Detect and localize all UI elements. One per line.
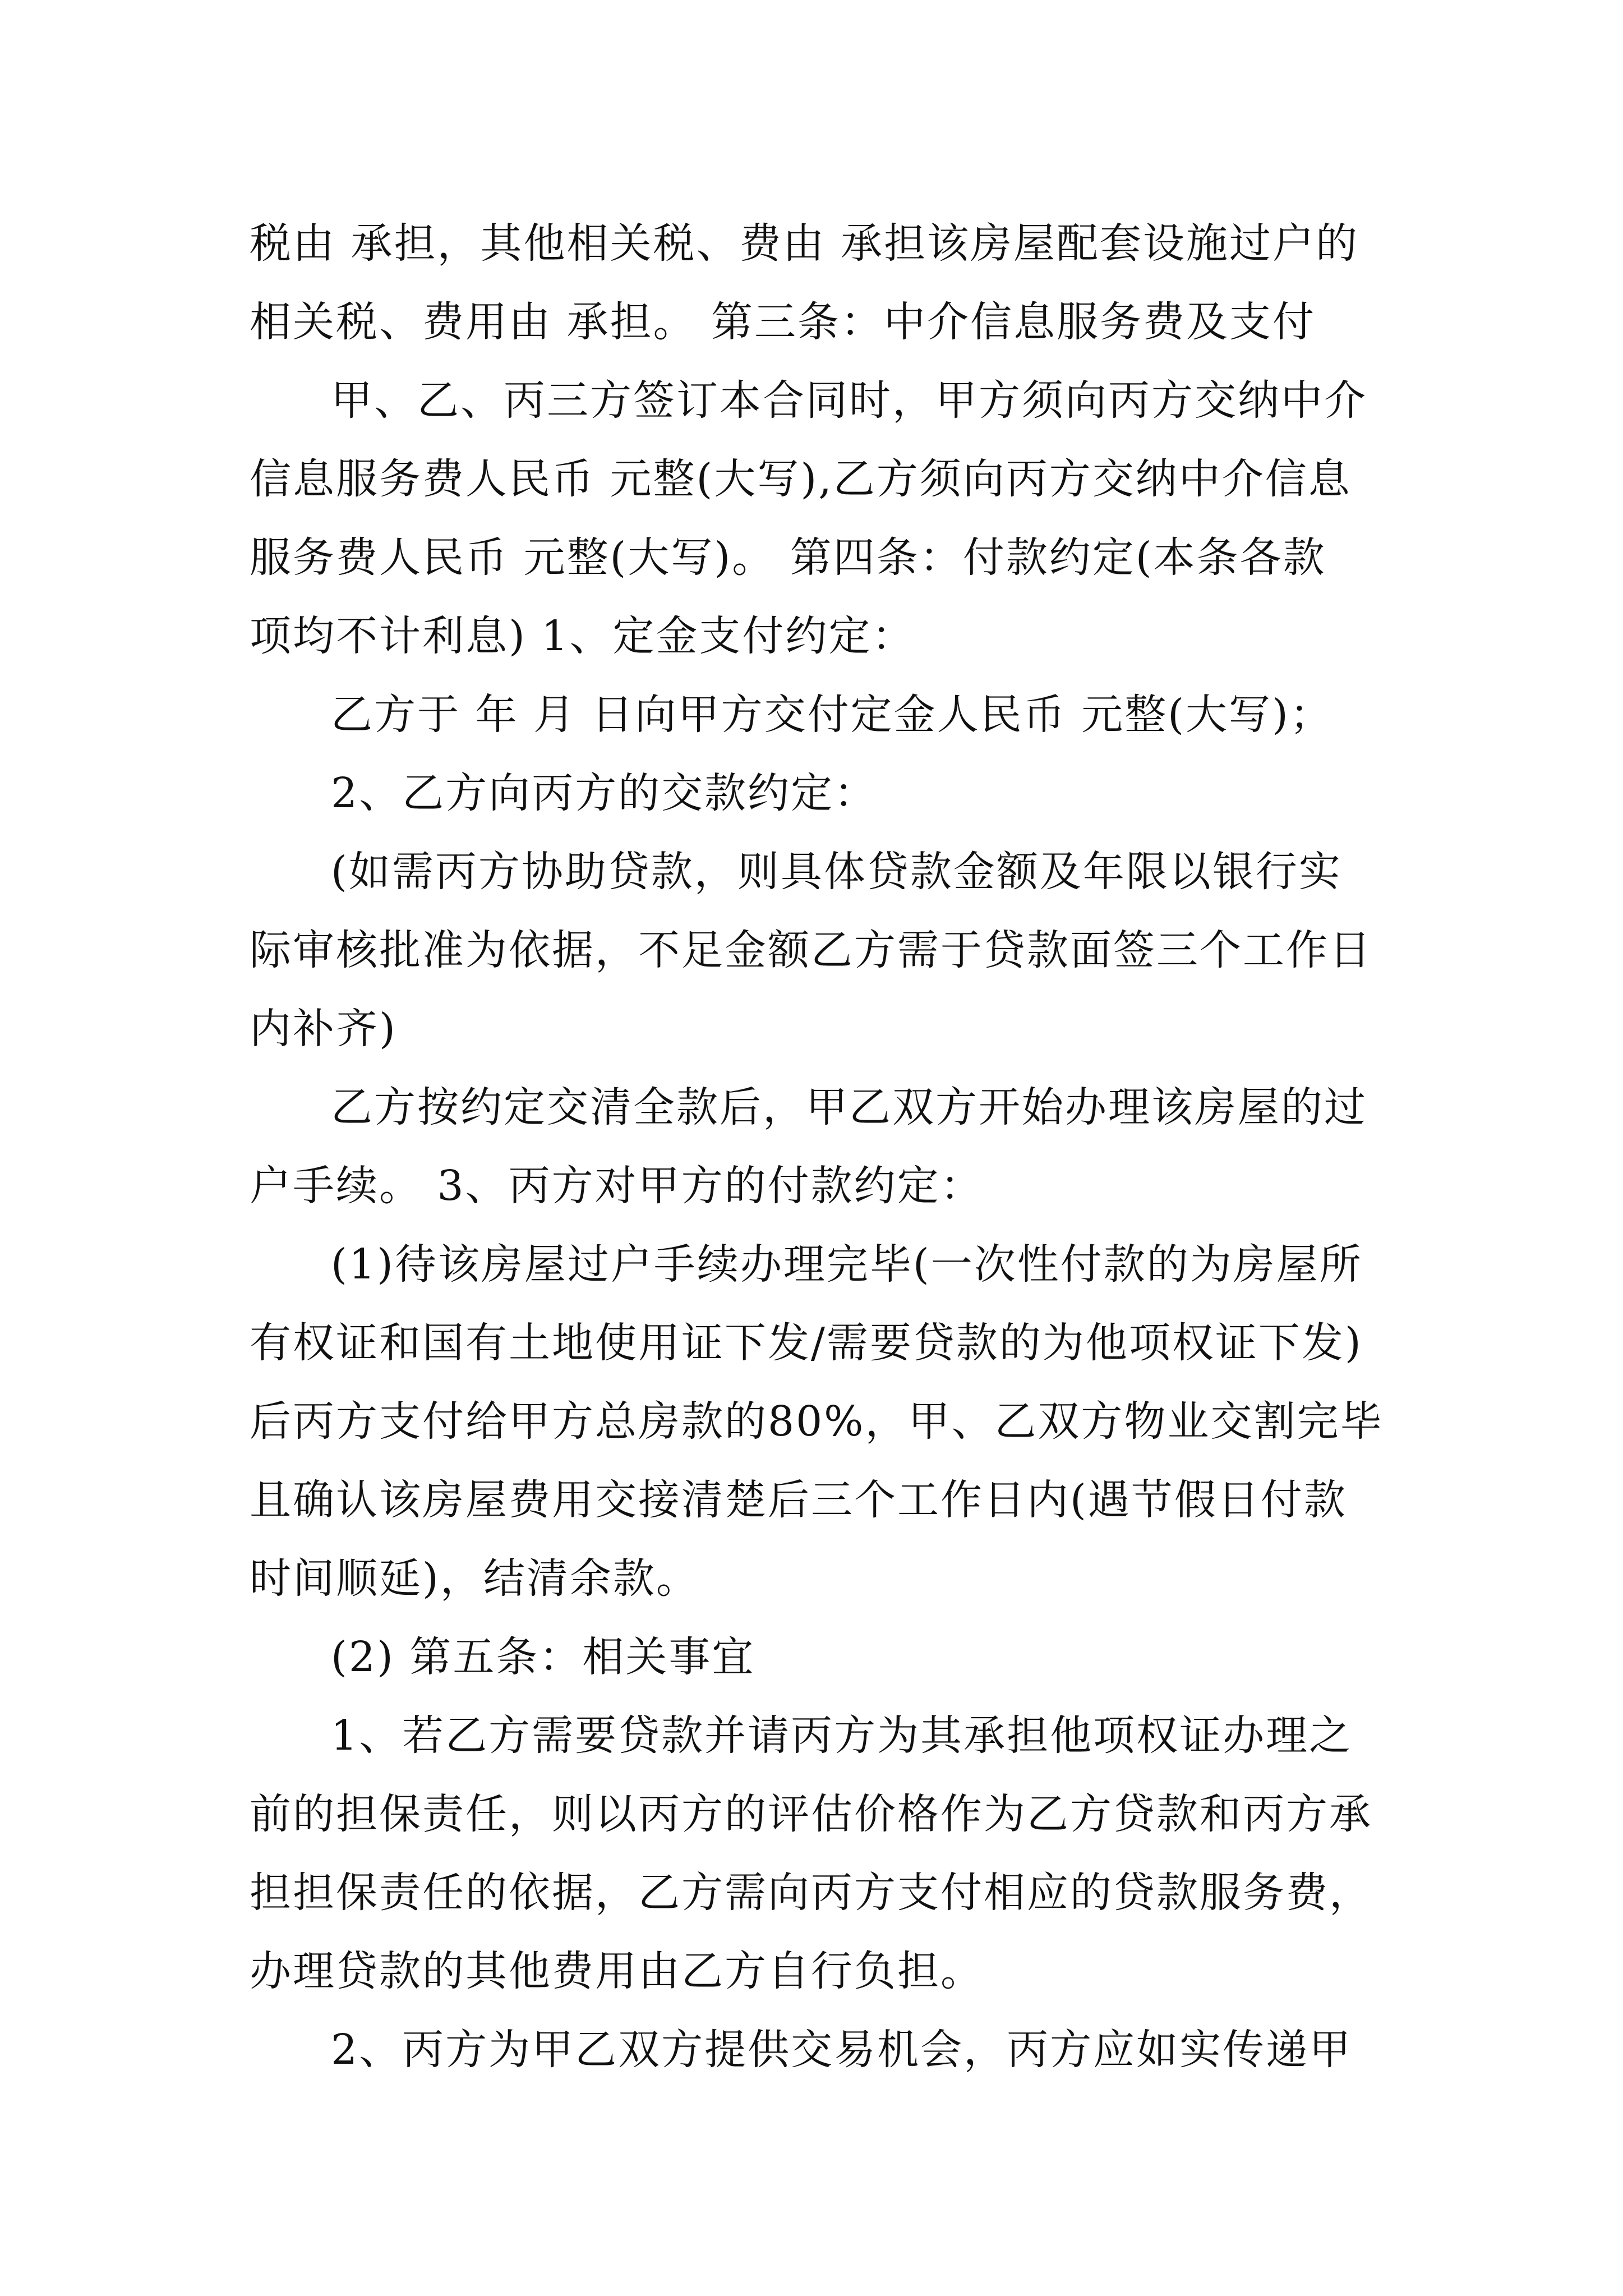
text-line: 办理贷款的其他费用由乙方自行负担。 xyxy=(250,1947,984,1995)
text-line: 相关税、费用由 承担。 第三条：中介信息服务费及支付 xyxy=(250,298,1316,346)
text-line: 户手续。 3、丙方对甲方的付款约定： xyxy=(250,1162,984,1210)
text-line: 乙方于 年 月 日向甲方交付定金人民币 元整(大写)； xyxy=(331,691,1333,739)
text-line: 甲、乙、丙三方签订本合同时，甲方须向丙方交纳中介 xyxy=(331,376,1367,425)
text-line: (如需丙方协助贷款，则具体贷款金额及年限以银行实 xyxy=(331,848,1342,896)
text-line: 内补齐) xyxy=(250,1005,397,1053)
text-line: (1)待该房屋过户手续办理完毕(一次性付款的为房屋所 xyxy=(331,1240,1363,1289)
text-line: 后丙方支付给甲方总房款的80%，甲、乙双方物业交割完毕 xyxy=(250,1397,1384,1446)
text-line: 1、若乙方需要贷款并请丙方为其承担他项权证办理之 xyxy=(331,1711,1353,1760)
text-line: 乙方按约定交清全款后，甲乙双方开始办理该房屋的过 xyxy=(331,1083,1367,1131)
text-line: 信息服务费人民币 元整(大写),乙方须向丙方交纳中介信息 xyxy=(250,455,1352,503)
text-line: 项均不计利息) 1、定金支付约定： xyxy=(250,612,915,660)
text-line: 有权证和国有土地使用证下发/需要贷款的为他项权证下发) xyxy=(250,1319,1363,1367)
text-line: 服务费人民币 元整(大写)。 第四条：付款约定(本条各款 xyxy=(250,533,1326,582)
text-line: 2、乙方向丙方的交款约定： xyxy=(331,769,878,817)
text-line: (2) 第五条：相关事宜 xyxy=(331,1633,755,1681)
text-line: 时间顺延)，结清余款。 xyxy=(250,1554,699,1603)
text-line: 前的担保责任，则以丙方的评估价格作为乙方贷款和丙方承 xyxy=(250,1790,1372,1838)
text-line: 际审核批准为依据，不足金额乙方需于贷款面签三个工作日 xyxy=(250,926,1372,974)
text-line: 税由 承担，其他相关税、费由 承担该房屋配套设施过户的 xyxy=(250,219,1359,268)
text-line: 且确认该房屋费用交接清楚后三个工作日内(遇节假日付款 xyxy=(250,1476,1347,1524)
text-line: 担担保责任的依据，乙方需向丙方支付相应的贷款服务费， xyxy=(250,1869,1372,1917)
text-line: 2、丙方为甲乙双方提供交易机会，丙方应如实传递甲 xyxy=(331,2026,1353,2074)
